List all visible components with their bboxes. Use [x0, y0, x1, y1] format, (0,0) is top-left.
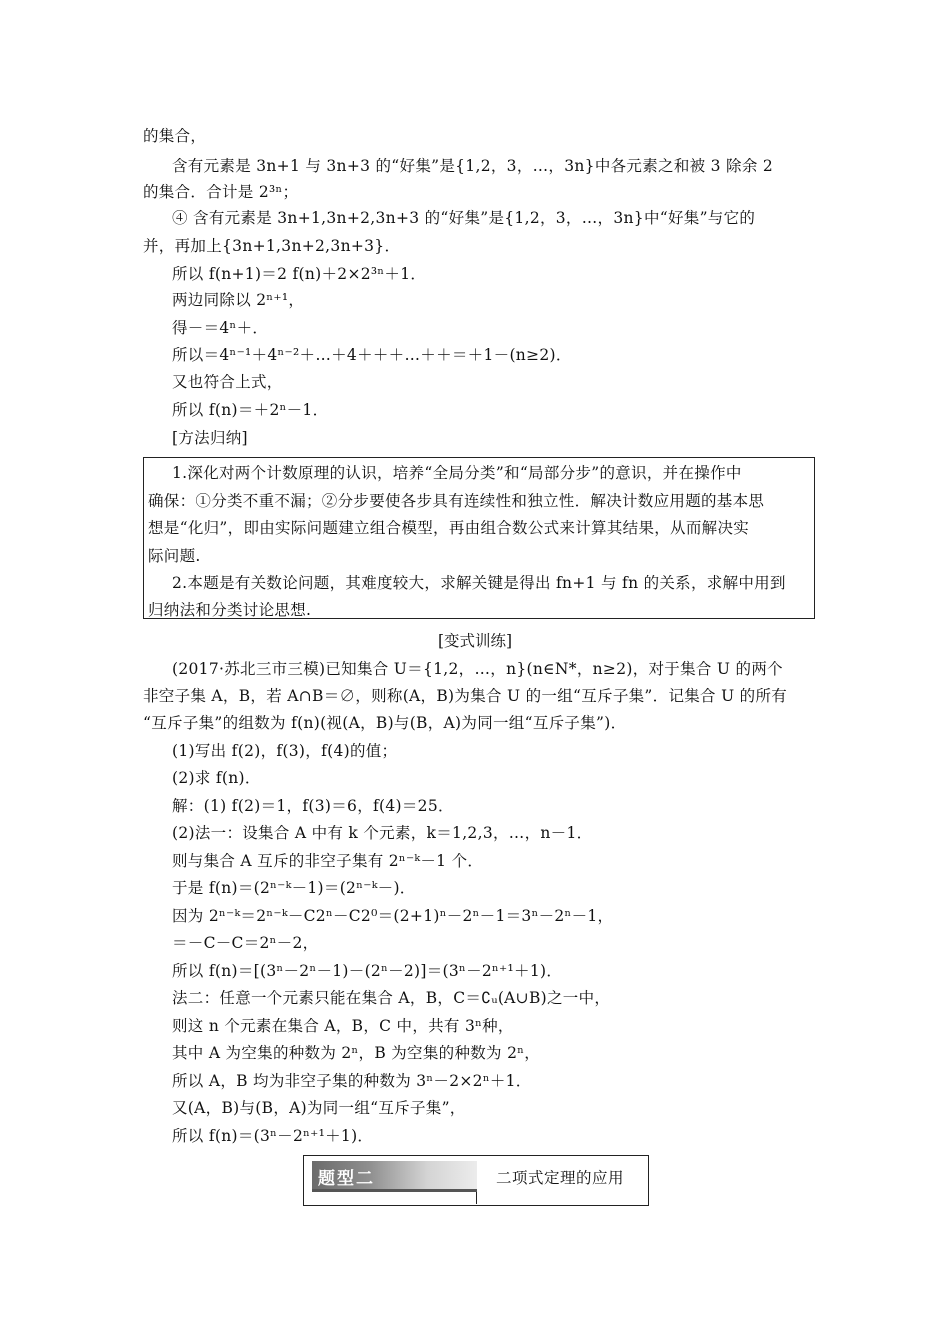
text-line: 其中 A 为空集的种数为 2ⁿ，B 为空集的种数为 2ⁿ，: [172, 1044, 541, 1062]
box-line: 1.深化对两个计数原理的认识，培养“全局分类”和“局部分步”的意识，并在操作中: [172, 464, 742, 482]
box-line: 2.本题是有关数论问题，其难度较大，求解关键是得出 fn+1 与 fn 的关系，求解中用到: [172, 574, 786, 592]
section-tab-divider: [476, 1192, 477, 1204]
text-line: 所以 f(n+1)＝2 f(n)＋2×2³ⁿ＋1．: [172, 265, 427, 283]
text-line: ＝－C－C＝2ⁿ－2，: [172, 934, 319, 952]
text-line: 所以 f(n)＝[(3ⁿ－2ⁿ－1)－(2ⁿ－2)]＝(3ⁿ－2ⁿ⁺¹＋1)．: [172, 962, 563, 980]
section-tab-title: 二项式定理的应用: [496, 1169, 625, 1187]
text-line: “互斥子集”的组数为 f(n)(视(A，B)与(B，A)为同一组“互斥子集”)．: [143, 714, 627, 732]
text-line: 非空子集 A，B，若 A∩B＝∅，则称(A，B)为集合 U 的一组“互斥子集”．记集合 U 的所有: [143, 687, 788, 705]
text-line: 的集合，: [143, 127, 207, 145]
text-line: (2017·苏北三市三模)已知集合 U＝{1,2，…，n}(n∈N*，n≥2)，对于集合 U 的两个: [172, 660, 783, 678]
text-line: (1)写出 f(2)，f(3)，f(4)的值；: [172, 742, 398, 760]
text-line: 因为 2ⁿ⁻ᵏ＝2ⁿ⁻ᵏ－C2ⁿ－C2⁰＝(2+1)ⁿ－2ⁿ－1＝3ⁿ－2ⁿ－1，: [172, 907, 614, 925]
text-line: 的集合．合计是 2³ⁿ；: [143, 183, 299, 201]
text-line: 所以 A，B 均为非空子集的种数为 3ⁿ－2×2ⁿ＋1．: [172, 1072, 532, 1090]
section-tab-label-banner: [312, 1161, 477, 1189]
section-heading: [变式训练]: [437, 632, 513, 650]
text-line: 又(A，B)与(B，A)为同一组“互斥子集”，: [172, 1099, 466, 1117]
text-line: (2)法一：设集合 A 中有 k 个元素，k＝1,2,3，…，n－1．: [172, 824, 593, 842]
box-line: 归纳法和分类讨论思想.: [148, 601, 312, 619]
section-tab: [303, 1155, 649, 1206]
text-line: 又也符合上式，: [172, 373, 283, 391]
text-line: 含有元素是 3n+1 与 3n+3 的“好集”是{1,2，3，…，3n}中各元素之和被 3 除余 2: [172, 157, 774, 175]
method-heading: [方法归纳]: [172, 429, 248, 447]
text-line: 得－＝4ⁿ＋．: [172, 319, 269, 337]
box-line: 想是“化归”，即由实际问题建立组合模型，再由组合数公式来计算其结果，从而解决实: [148, 519, 750, 537]
box-line: 确保：①分类不重不漏；②分步要使各步具有连续性和独立性．解决计数应用题的基本思: [148, 492, 765, 510]
text-line: 两边同除以 2ⁿ⁺¹，: [172, 291, 305, 309]
text-line: 所以 f(n)＝＋2ⁿ－1．: [172, 401, 329, 419]
text-line: 解：(1) f(2)＝1，f(3)＝6，f(4)＝25．: [172, 797, 454, 815]
text-line: 则这 n 个元素在集合 A，B，C 中，共有 3ⁿ种，: [172, 1017, 514, 1035]
text-line: ④ 含有元素是 3n+1,3n+2,3n+3 的“好集”是{1,2，3，…，3n}中“好集”与它的: [172, 209, 756, 227]
section-tab-underline: [312, 1189, 477, 1192]
section-tab-label: 题型二: [318, 1169, 375, 1189]
text-line: 法二：任意一个元素只能在集合 A，B，C＝∁ᵤ(A∪B)之一中，: [172, 989, 611, 1007]
method-summary-box: [143, 457, 815, 619]
box-line: 际问题.: [148, 547, 201, 565]
text-line: 于是 f(n)＝(2ⁿ⁻ᵏ－1)＝(2ⁿ⁻ᵏ－)．: [172, 879, 416, 897]
text-line: 所以 f(n)＝(3ⁿ－2ⁿ⁺¹＋1)．: [172, 1127, 374, 1145]
text-line: 并，再加上{3n+1,3n+2,3n+3}．: [143, 237, 401, 255]
text-line: 则与集合 A 互斥的非空子集有 2ⁿ⁻ᵏ－1 个．: [172, 852, 484, 870]
text-line: 所以＝4ⁿ⁻¹＋4ⁿ⁻²＋…＋4＋＋＋…＋＋＝＋1－(n≥2)．: [172, 346, 572, 364]
text-line: (2)求 f(n)．: [172, 769, 261, 787]
